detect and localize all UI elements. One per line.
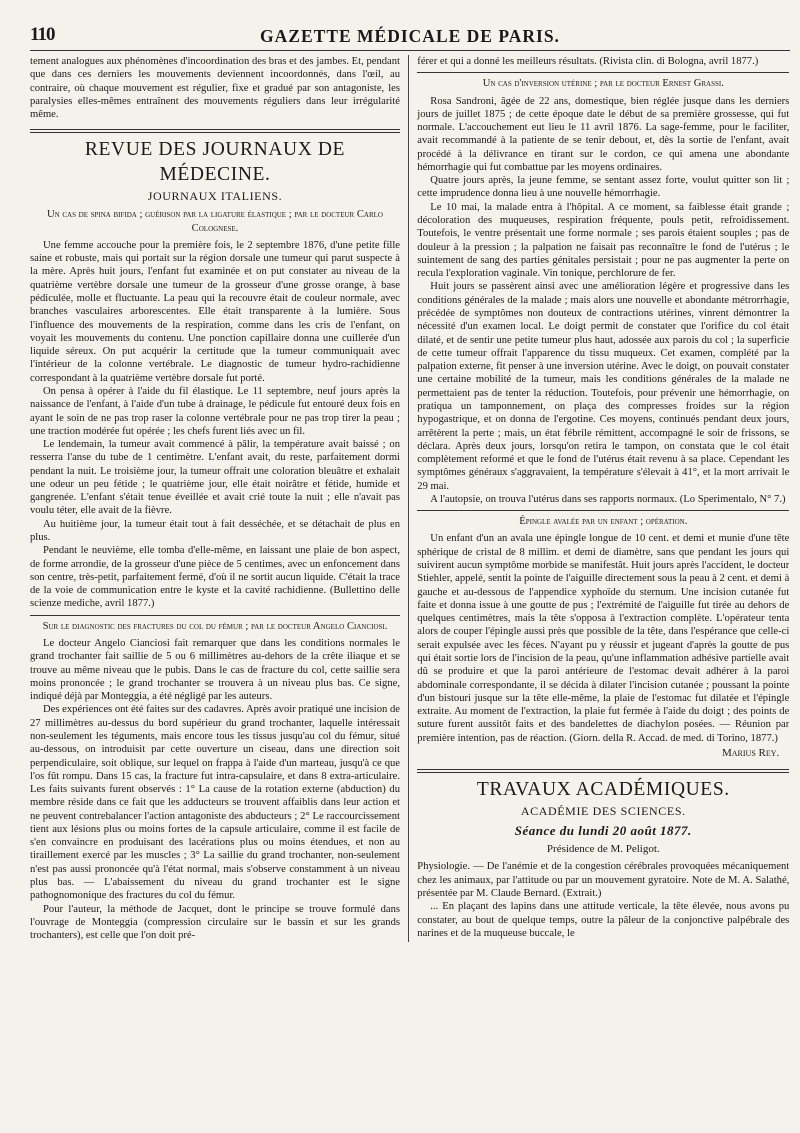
right-column — [409, 55, 789, 942]
article-divider — [417, 510, 789, 511]
journal-title: GAZETTE MÉDICALE DE PARIS. — [260, 26, 560, 46]
article-paragraph: Le lendemain, la tumeur avait commencé à pâlir, la température avait baissé ; on resserra l'anse du tube de 1 centimètre. L'enfant avait, du reste, parfaitement dormi pendant la nuit. Le troisième jour, la tumeur offrait une coloration bleuâtre et exhalait une odeur un peu fétide ; le quatrième jour, elle était noirâtre et fétide, humide et gangrenée. L'enfant s'était tenue éveillée et avait crié toute la nuit ; elle n'avait pas voulu téter, elle avait de la fièvre. — [30, 439, 400, 517]
article-paragraph: Des expériences ont été faites sur des cadavres. Après avoir pratiqué une incision de 27 millimètres au-dessus du bord supérieur du grand trochanter, laquelle intéressait non-seulement les téguments, mais encore tous les tissus jusqu'au col du fémur, situé au-dessous, on introduisit par cette ouverture un ciseau, dans une direction soit perpendiculaire, soit oblique, sur lequel on frappa à l'aide d'un marteau, jusqu'à ce que l'os fût rompu. Dans 15 cas, la fracture fut intra-capsulaire, et dans 8 extra-articulaire. Les faits suivants furent observés : 1° La cause de la rotation externe (abduction) du membre réside dans ce fait que les adducteurs se trouvent affaiblis dans leur action et ne peuvent contrebalancer l'action antagoniste des abducteurs ; 2° Le raccourcissement tient aux lésions plus ou moins fortes de la capsule articulaire, comme il est facile de s'en convaincre en produisant des lacérations plus ou moins étendues, et non au tiraillement exercé par les muscles ; 3° La saillie du grand trochanter, non-seulement n'est pas aussi prononcée qu'à l'état normal, mais s'observe constamment à un niveau plus bas. — L'abaissement du niveau du grand trochanter est le signe pathognomonique des fractures du col du fémur. — [30, 704, 400, 902]
article-paragraph: Un enfant d'un an avala une épingle longue de 10 cent. et demi et munie d'une tête sphérique de cristal de 8 millim. et demi de diamètre, sans que pendant les jours qui suivirent aucun symptôme morbide se manifestât. Huit jours après l'accident, le docteur Stiehler, appelé, sentit la pointe de l'aiguille directement sous la peau à 2 cent. et demi à gauche et au-dessous de l'appendice xyphoïde du sternum. Une incision cutanée fut faite et donna issue à une goutte de pus ; l'extrémité de l'aiguille fut tirée au dehors de quelques centimètres, mais la tête s'opposa à l'extraction complète. L'opérateur tenta alors de couper l'épingle aussi près que possible de la tête, dans l'espérance que celle-ci serait expulsée avec les fèces. N'ayant pu y réussir et jugeant d'après la goutte de pus qui était sortie lors de l'incision de la peau, qu'une inflammation adhésive partielle avait dû se produire et que la paroi antérieure de l'estomac devait adhérer à la paroi abdominale correspondante, il se décida à dilater l'incision cutanée ; poussant la pointe d'un bistouri jusque sur la tête elle-même, la plaie de l'estomac fut dilatée et l'épingle extraite. Au moment de l'extraction, la plaie fut fermée à l'aide du doigt ; des points de suture furent aussitôt faits et des bandelettes de diachylon posées. — Réunion par première intention, pas de réaction. (Giorn. della R. Accad. de med. di Torino, 1877.) — [417, 533, 790, 744]
session-heading: Séance du lundi 20 août 1877. — [514, 823, 692, 839]
article-divider — [417, 72, 789, 73]
article-title: Un cas de spina bifida ; guérison par la ligature élastique ; par le docteur Carlo Colognese. — [47, 209, 383, 234]
article-paragraph: ... En plaçant des lapins dans une attitude verticale, la tête élevée, nous avons pu constater, au bout de quelque temps, outre la pâleur de la conjonctive palpébrale des narines et de la muqueuse buccale, le — [417, 901, 790, 939]
left-column — [30, 55, 408, 942]
article-title: Sur le diagnostic des fractures du col du fémur ; par le docteur Angelo Cianciosi. — [42, 620, 388, 632]
article-paragraph: Une femme accouche pour la première fois, le 2 septembre 1876, d'une petite fille saine et robuste, mais qui portait sur la région dorsale une tumeur qui parut suspecte à la mère. Après huit jours, l'enfant fut examinée et on put constater au niveau de la quatrième vertèbre dorsale une tumeur de la grosseur d'une grosse orange, à base pédiculée, molle et fluctuante. La peau qui la recouvre était de couleur normale, avec branches vasculaires arborescentes. Elle était transparente à la lumière. Sous l'influence des mouvements de la respiration, comme dans les cris de l'enfant, on voyait les mouvements du contenu. Une ponction capillaire donna une cuillerée d'un liquide séreux. On put acquérir la certitude que la tumeur communiquait avec l'intérieur de la colonne vertébrale. Le diagnostic de tumeur hydro-rachidienne correspondant à la quatrième vertèbre dorsale fut porté. — [30, 239, 400, 384]
article-paragraph: Pour l'auteur, la méthode de Jacquet, dont le principe se trouve formulé dans l'ouvrage de Monteggia (compression circulaire sur le bassin et sur les grands trochanters), est celle que l'on doit pré- — [30, 903, 400, 942]
article-paragraph: Huit jours se passèrent ainsi avec une amélioration légère et progressive dans les conditions générales de la malade ; mais alors une nouvelle et abondante métrorrhagie, précédée de symptômes non douteux de contractions utérines, vinrent démontrer la nécessité d'un examen local. Le doigt permit de constater que l'orifice du col était dilaté, et de sentir une petite tumeur plus haut, adossée aux parois du col ; la superficie de cette tumeur offrait l'apparence du tissu muqueux. Cet examen, complété par la palpation externe, fit penser à une inversion utérine. Avec le doigt, on pouvait constater une certaine mobilité de la tumeur, mais les conditions générales de la malade ne permettaient pas de tenter la réduction. Toutefois, pour prévenir une hémorrhagie, on pratiqua un tamponnement, on plaça des compresses froides sur la région hypogastrique, et on donna de l'ergotine. Ces moyens, continués pendant deux jours, arrêtèrent la perte ; mais, un état fébrile rémittent, accompagné le soir de frissons, se déclara. Après deux jours, lorsqu'on retira le tampon, on constata que le col était complètement reformé et que le fond de l'utérus était revenu à sa place. Cependant les symptômes généraux s'aggravaient, la température s'élevait à 41°, et la mort arrivait le 29 mai. — [417, 281, 790, 492]
continued-paragraph: férer et qui a donné les meilleurs résultats. (Rivista clin. di Bologna, avril 1877.) — [417, 56, 759, 67]
author-signature: Marius Rey. — [722, 746, 780, 759]
section-subtitle: JOURNAUX ITALIENS. — [147, 189, 283, 204]
section-divider — [30, 129, 400, 133]
section-subtitle: ACADÉMIE DES SCIENCES. — [520, 804, 686, 819]
two-column-body — [30, 55, 790, 942]
article-paragraph: Rosa Sandroni, âgée de 22 ans, domestique, bien réglée jusque dans les derniers jours de juillet 1875 ; de cette époque date le début de sa première grossesse, qui fut normale. L'accouchement eut lieu le 11 avril 1876. La sage-femme, pour le faciliter, avait recommandé à la patiente de se tenir debout, et, dès la sortie de l'enfant, avait procédé à la délivrance en tirant sur le cordon, ce qui amena une abondante hémorrhagie qui fut combattue par les moyens ordinaires. — [417, 95, 790, 173]
presidency-line: Présidence de M. Peligot. — [546, 842, 660, 855]
article-paragraph: Pendant le neuvième, elle tomba d'elle-même, en laissant une plaie de bon aspect, de forme arrondie, de la grosseur d'une pièce de 5 centimes, avec un enfoncement dans son centre, très-petit, parfaitement fermé, d'où il ne sortit aucun liquide. C'était la trace de la voie de communication entre le kyste et la cavité rachidienne. (Bullettino delle scienze mediche, avril 1877.) — [30, 545, 400, 610]
section-divider — [417, 769, 789, 773]
page-number: 110 — [30, 24, 55, 45]
article-title: Épingle avalée par un enfant ; opération. — [519, 516, 688, 528]
section-title: TRAVAUX ACADÉMIQUES. — [476, 778, 730, 800]
article-paragraph: Quatre jours après, la jeune femme, se sentant assez forte, voulut quitter son lit ; cette imprudence donna lieu à une nouvelle hémorrhagie. — [417, 175, 790, 200]
section-title: REVUE DES JOURNAUX DE MÉDECINE. — [84, 139, 346, 185]
article-paragraph: On pensa à opérer à l'aide du fil élastique. Le 11 septembre, neuf jours après la naissance de l'enfant, à l'aide d'un tube à drainage, le pédicule fut entouré deux fois en ayant le soin de ne pas trop raser la colonne vertébrale pour ne pas trop tirer la peau ; une traction modérée fut opérée ; les chefs furent liés avec un fil. — [30, 385, 400, 437]
article-divider — [30, 615, 400, 616]
article-title: Un cas d'inversion utérine ; par le docteur Ernest Grassi. — [482, 78, 724, 90]
continued-paragraph: tement analogues aux phénomènes d'incoordination des bras et des jambes. Et, pendant que dans ces derniers les mouvements deviennent incoordonnés, dans l'œil, au contraire, où chaque mouvement est régulier, fixe et gradué par son antagoniste, les paralysies elles-mêmes entraînent des mouvements réguliers dans leur irrégularité même. — [30, 56, 400, 121]
article-paragraph: Le 10 mai, la malade entra à l'hôpital. A ce moment, sa faiblesse était grande ; décoloration des muqueuses, respiration fréquente, pouls petit, refroidissement. Toutefois, le ventre présentait une forme normale ; ses parois étaient souples ; pas de douleur à la pression ; la palpation ne faisait pas reconnaître le fond de l'utérus ; le suintement de sang des parties génitales persistait ; pour ne pas augmenter la perte on recula l'exploration vaginale. Vin tonique, perchlorure de fer. — [417, 201, 790, 280]
article-paragraph: Physiologie. — De l'anémie et de la congestion cérébrales provoquées mécaniquement chez les animaux, par l'attitude ou par un mouvement gyratoire. Note de M. A. Salathé, présentée par M. Claude Bernard. (Extrait.) — [417, 861, 790, 899]
article-paragraph: Le docteur Angelo Cianciosi fait remarquer que dans les conditions normales le grand trochanter fait saillie de 5 ou 6 millimètres au-dehors de la crête iliaque et se trouve au même niveau que le pubis. Dans le cas de fracture du col, cette saillie sera moins prononcée ; le grand trochanter se trouvera à un niveau plus bas. Ce signe, indiqué déjà par Monteggia, a été négligé par les auteurs. — [30, 637, 400, 703]
page-header — [30, 24, 790, 51]
article-paragraph: Au huitième jour, la tumeur était tout à fait desséchée, et se détachait de plus en plus. — [30, 518, 400, 544]
article-paragraph: A l'autopsie, on trouva l'utérus dans ses rapports normaux. (Lo Sperimentalo, N° 7.) — [430, 493, 786, 505]
